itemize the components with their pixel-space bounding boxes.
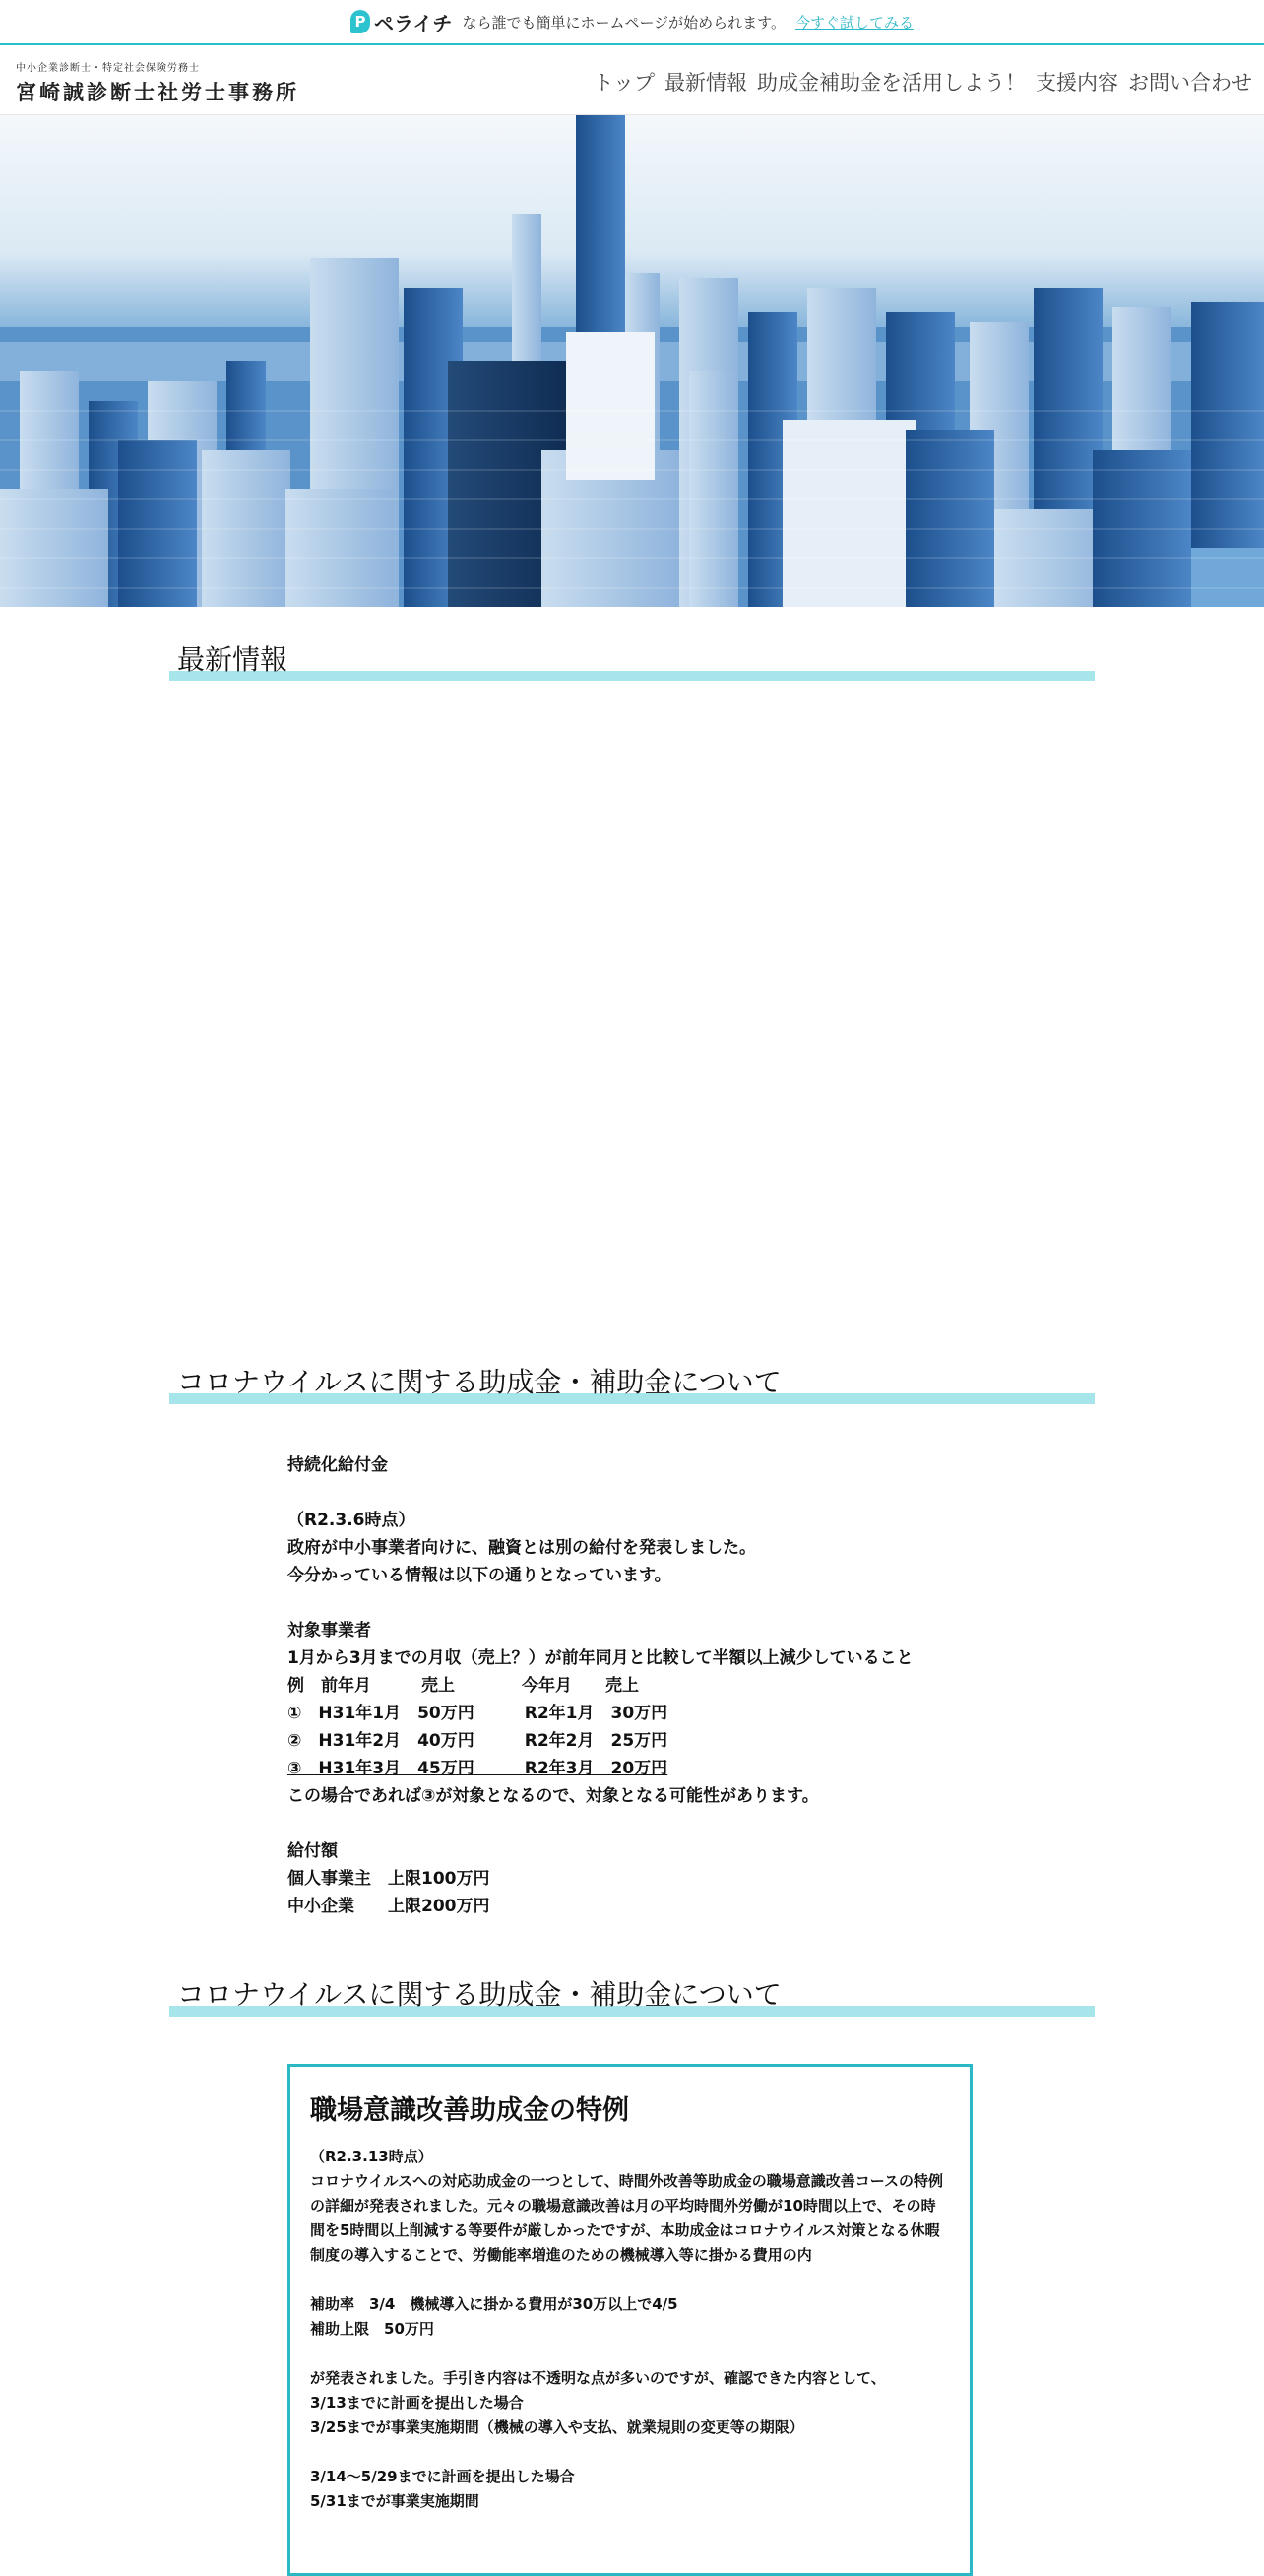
article-line: この場合であれば③が対象となるので、対象となる可能性があります。 [287, 1786, 819, 1806]
site-logo[interactable] [16, 59, 299, 106]
article-line: 持続化給付金 [287, 1455, 388, 1475]
article-line [287, 1810, 977, 1837]
hero-city-image [0, 115, 1264, 607]
news-section-title: 最新情報 [177, 643, 288, 676]
corona-section-heading-2 [169, 1977, 1095, 2017]
nav-item-news[interactable]: 最新情報 [664, 71, 747, 95]
subsidy-card [287, 2064, 973, 2576]
nav-item-contact[interactable]: お問い合わせ [1128, 71, 1252, 95]
card-line: 3/25までが事業実施期間（機械の導入や支払、就業規則の変更等の期限） [310, 2418, 804, 2436]
card-line: が発表されました。手引き内容は不透明な点が多いのですが、確認できた内容として、 [310, 2369, 886, 2387]
article-line: 中小企業 上限200万円 [287, 1897, 490, 1916]
corona-section-title-1: コロナウイルスに関する助成金・補助金について [177, 1366, 782, 1398]
article-line [287, 1589, 977, 1617]
peraichi-logo[interactable] [350, 8, 452, 36]
article-line: 個人事業主 上限100万円 [287, 1869, 490, 1889]
main-nav [594, 67, 1252, 97]
article-line: 給付額 [287, 1841, 338, 1861]
promo-bar [0, 0, 1264, 45]
corona-section-title-2: コロナウイルスに関する助成金・補助金について [177, 1978, 782, 2011]
article-line: 今分かっている情報は以下の通りとなっています。 [287, 1566, 671, 1585]
site-logo-title: 宮崎誠診断士社労士事務所 [16, 80, 299, 104]
promo-try-link[interactable]: 今すぐ試してみる [794, 13, 914, 32]
article-line: 政府が中小事業者向けに、融資とは別の給付を発表しました。 [287, 1538, 756, 1558]
subsidy-card-title: 職場意識改善助成金の特例 [310, 2095, 629, 2126]
card-line: 補助率 3/4 機械導入に掛かる費用が30万以上で4/5 [310, 2295, 678, 2313]
card-line: コロナウイルスへの対応助成金の一つとして、時間外改善等助成金の職場意識改善コースの特例の詳細が発表されました。元々の職場意識改善は月の平均時間外労働が10時間以上で、その時間を5時間以上削減する等要件が厳しかったですが、本助成金はコロナウイルス対策となる休暇制度の導入することで、労働能率増進のための機械導入等に掛かる費用の内 [310, 2172, 944, 2264]
article-line: 対象事業者 [287, 1621, 371, 1641]
nav-item-top[interactable]: トップ [593, 71, 655, 95]
card-line: 3/14～5/29までに計画を提出した場合 [310, 2468, 575, 2485]
card-line: 3/13までに計画を提出した場合 [310, 2394, 524, 2412]
card-line: （R2.3.13時点） [310, 2148, 433, 2165]
article-line: ② H31年2月 40万円 R2年2月 25万円 [287, 1731, 668, 1751]
card-line [310, 2268, 950, 2292]
card-line: 5/31までが事業実施期間 [310, 2492, 479, 2510]
site-logo-subtitle: 中小企業診断士・特定社会保険労務士 [16, 63, 200, 74]
card-line [310, 2342, 950, 2366]
card-line: 補助上限 50万円 [310, 2320, 434, 2338]
article-line: 例 前年月 売上 今年月 売上 [287, 1676, 639, 1696]
news-section-heading [169, 642, 1095, 681]
peraichi-brand: ペライチ [374, 11, 453, 35]
nav-item-support[interactable]: 支援内容 [1036, 71, 1118, 95]
nav-item-subsidy[interactable]: 助成金補助金を活用しよう！ [757, 71, 1026, 95]
article-line: （R2.3.6時点） [287, 1511, 415, 1530]
promo-text: なら誰でも簡単にホームページが始められます。 [462, 13, 786, 32]
article-line-underlined: ③ H31年3月 45万円 R2年3月 20万円 [287, 1759, 668, 1778]
corona-article-1 [287, 1451, 977, 1920]
article-line [287, 1479, 977, 1507]
subsidy-card-body [310, 2145, 950, 2514]
corona-section-heading-1 [169, 1365, 1095, 1404]
peraichi-logo-icon: P [350, 10, 370, 33]
site-header [0, 45, 1264, 115]
article-line: 1月から3月までの月収（売上？）が前年同月と比較して半額以上減少していること [287, 1648, 914, 1668]
card-line [310, 2440, 950, 2465]
article-line: ① H31年1月 50万円 R2年1月 30万円 [287, 1704, 668, 1723]
